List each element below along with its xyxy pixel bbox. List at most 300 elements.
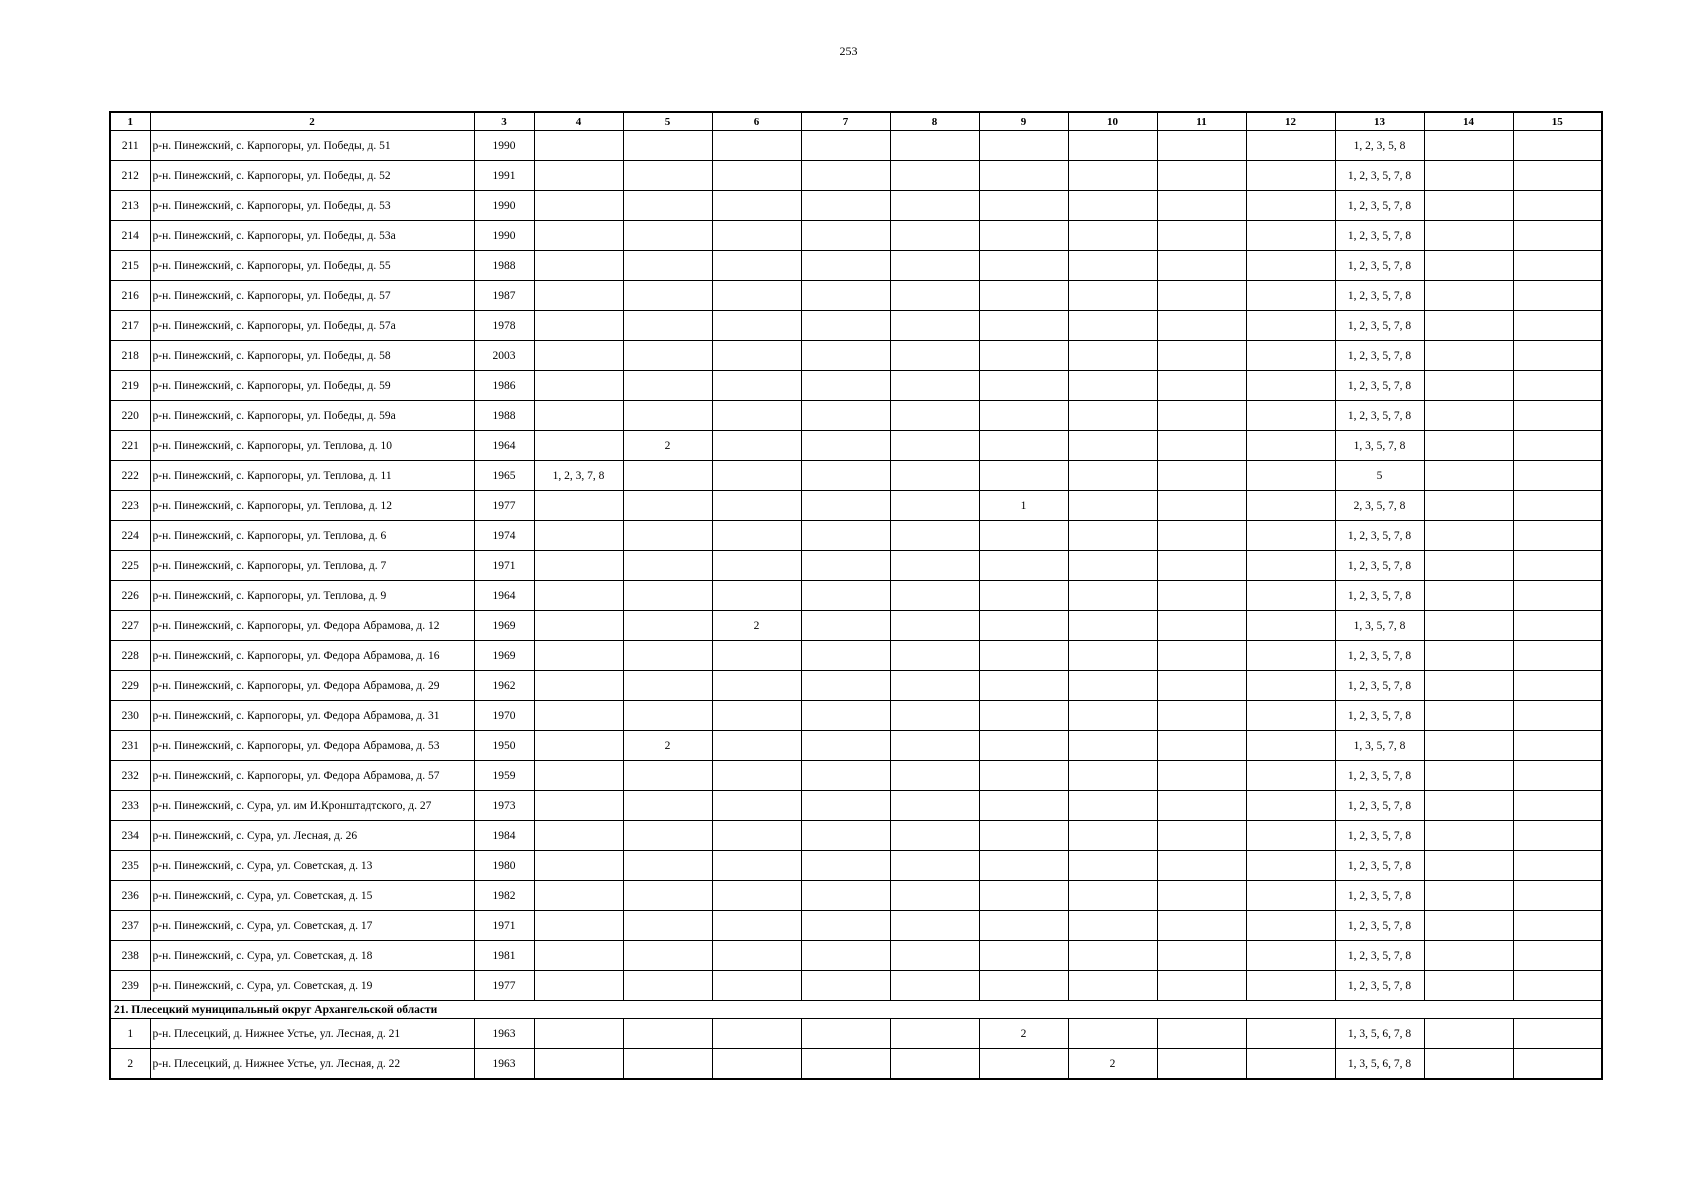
- year-cell: 1970: [474, 701, 534, 731]
- year-cell: 1984: [474, 821, 534, 851]
- col9-cell: [979, 761, 1068, 791]
- col5-cell: [623, 971, 712, 1001]
- address-cell: р-н. Пинежский, с. Карпогоры, ул. Теплова, д. 10: [150, 431, 474, 461]
- col4-cell: [534, 401, 623, 431]
- col10-cell: [1068, 671, 1157, 701]
- address-cell: р-н. Пинежский, с. Сура, ул. Советская, д. 19: [150, 971, 474, 1001]
- table-row: [110, 911, 1602, 941]
- col13-cell: 1, 2, 3, 5, 7, 8: [1335, 341, 1424, 371]
- col14-cell: [1424, 761, 1513, 791]
- col10-cell: [1068, 191, 1157, 221]
- col4-cell: [534, 911, 623, 941]
- col9-cell: [979, 671, 1068, 701]
- col4-cell: [534, 371, 623, 401]
- col7-cell: [801, 161, 890, 191]
- col14-cell: [1424, 161, 1513, 191]
- col6-cell: [712, 311, 801, 341]
- col14-cell: [1424, 911, 1513, 941]
- year-cell: 1978: [474, 311, 534, 341]
- col6-cell: [712, 221, 801, 251]
- address-cell: р-н. Плесецкий, д. Нижнее Устье, ул. Лесная, д. 21: [150, 1019, 474, 1049]
- column-header: 1: [110, 112, 150, 131]
- col4-cell: [534, 701, 623, 731]
- col8-cell: [890, 281, 979, 311]
- col11-cell: [1157, 221, 1246, 251]
- col15-cell: [1513, 1019, 1602, 1049]
- table-row: [110, 431, 1602, 461]
- table-row: [110, 341, 1602, 371]
- col10-cell: [1068, 431, 1157, 461]
- col14-cell: [1424, 731, 1513, 761]
- col5-cell: [623, 521, 712, 551]
- col15-cell: [1513, 581, 1602, 611]
- col12-cell: [1246, 851, 1335, 881]
- col15-cell: [1513, 401, 1602, 431]
- col7-cell: [801, 521, 890, 551]
- table-row: [110, 191, 1602, 221]
- year-cell: 1969: [474, 611, 534, 641]
- col8-cell: [890, 1019, 979, 1049]
- col13-cell: 1, 2, 3, 5, 7, 8: [1335, 221, 1424, 251]
- col15-cell: [1513, 641, 1602, 671]
- col13-cell: 1, 2, 3, 5, 7, 8: [1335, 821, 1424, 851]
- address-cell: р-н. Пинежский, с. Карпогоры, ул. Федора Абрамова, д. 16: [150, 641, 474, 671]
- col5-cell: [623, 911, 712, 941]
- col9-cell: [979, 311, 1068, 341]
- col4-cell: [534, 791, 623, 821]
- col4-cell: [534, 191, 623, 221]
- col9-cell: [979, 221, 1068, 251]
- col9-cell: [979, 521, 1068, 551]
- col14-cell: [1424, 701, 1513, 731]
- address-cell: р-н. Пинежский, с. Сура, ул. Лесная, д. 26: [150, 821, 474, 851]
- col11-cell: [1157, 821, 1246, 851]
- col14-cell: [1424, 941, 1513, 971]
- col6-cell: [712, 251, 801, 281]
- col15-cell: [1513, 701, 1602, 731]
- col5-cell: [623, 1019, 712, 1049]
- col11-cell: [1157, 551, 1246, 581]
- row-number: 231: [110, 731, 150, 761]
- table-row: [110, 371, 1602, 401]
- col10-cell: [1068, 131, 1157, 161]
- col5-cell: [623, 851, 712, 881]
- col6-cell: [712, 731, 801, 761]
- row-number: 238: [110, 941, 150, 971]
- col12-cell: [1246, 401, 1335, 431]
- col11-cell: [1157, 341, 1246, 371]
- row-number: 235: [110, 851, 150, 881]
- col4-cell: [534, 731, 623, 761]
- address-cell: р-н. Пинежский, с. Сура, ул. им И.Кронштадтского, д. 27: [150, 791, 474, 821]
- col10-cell: [1068, 581, 1157, 611]
- header-row: [110, 112, 1602, 131]
- col14-cell: [1424, 581, 1513, 611]
- col7-cell: [801, 401, 890, 431]
- col7-cell: [801, 971, 890, 1001]
- col9-cell: [979, 461, 1068, 491]
- col5-cell: [623, 371, 712, 401]
- col11-cell: [1157, 1049, 1246, 1080]
- col8-cell: [890, 731, 979, 761]
- col11-cell: [1157, 671, 1246, 701]
- col7-cell: [801, 551, 890, 581]
- col10-cell: [1068, 701, 1157, 731]
- year-cell: 1962: [474, 671, 534, 701]
- address-cell: р-н. Пинежский, с. Сура, ул. Советская, д. 15: [150, 881, 474, 911]
- col5-cell: [623, 131, 712, 161]
- table-row: [110, 551, 1602, 581]
- col5-cell: [623, 491, 712, 521]
- col6-cell: [712, 191, 801, 221]
- col9-cell: [979, 911, 1068, 941]
- year-cell: 1964: [474, 581, 534, 611]
- address-cell: р-н. Пинежский, с. Карпогоры, ул. Победы, д. 57а: [150, 311, 474, 341]
- col5-cell: [623, 311, 712, 341]
- col8-cell: [890, 131, 979, 161]
- col14-cell: [1424, 371, 1513, 401]
- col14-cell: [1424, 1019, 1513, 1049]
- col4-cell: [534, 221, 623, 251]
- col13-cell: 1, 2, 3, 5, 7, 8: [1335, 941, 1424, 971]
- col7-cell: [801, 131, 890, 161]
- col12-cell: [1246, 251, 1335, 281]
- col4-cell: [534, 881, 623, 911]
- col4-cell: [534, 1019, 623, 1049]
- col14-cell: [1424, 881, 1513, 911]
- col7-cell: [801, 911, 890, 941]
- col10-cell: [1068, 641, 1157, 671]
- col9-cell: [979, 611, 1068, 641]
- col12-cell: [1246, 911, 1335, 941]
- year-cell: 1990: [474, 191, 534, 221]
- col13-cell: 1, 2, 3, 5, 7, 8: [1335, 281, 1424, 311]
- page-number: 253: [839, 44, 858, 58]
- col6-cell: [712, 821, 801, 851]
- col14-cell: [1424, 821, 1513, 851]
- col11-cell: [1157, 881, 1246, 911]
- col12-cell: [1246, 641, 1335, 671]
- col11-cell: [1157, 281, 1246, 311]
- col13-cell: 1, 2, 3, 5, 7, 8: [1335, 851, 1424, 881]
- col12-cell: [1246, 461, 1335, 491]
- col4-cell: [534, 131, 623, 161]
- col6-cell: [712, 431, 801, 461]
- col10-cell: [1068, 401, 1157, 431]
- col4-cell: [534, 1049, 623, 1080]
- col8-cell: [890, 821, 979, 851]
- col14-cell: [1424, 791, 1513, 821]
- col11-cell: [1157, 701, 1246, 731]
- col6-cell: [712, 281, 801, 311]
- col14-cell: [1424, 281, 1513, 311]
- col15-cell: [1513, 521, 1602, 551]
- col5-cell: [623, 341, 712, 371]
- col14-cell: [1424, 671, 1513, 701]
- col9-cell: 2: [979, 1019, 1068, 1049]
- col14-cell: [1424, 461, 1513, 491]
- row-number: 232: [110, 761, 150, 791]
- year-cell: 1971: [474, 911, 534, 941]
- col11-cell: [1157, 431, 1246, 461]
- col8-cell: [890, 881, 979, 911]
- col12-cell: [1246, 701, 1335, 731]
- col6-cell: 2: [712, 611, 801, 641]
- col13-cell: 1, 2, 3, 5, 8: [1335, 131, 1424, 161]
- year-cell: 1981: [474, 941, 534, 971]
- col4-cell: [534, 941, 623, 971]
- col11-cell: [1157, 311, 1246, 341]
- col9-cell: [979, 131, 1068, 161]
- col6-cell: [712, 371, 801, 401]
- col7-cell: [801, 641, 890, 671]
- col12-cell: [1246, 221, 1335, 251]
- col12-cell: [1246, 1019, 1335, 1049]
- col14-cell: [1424, 221, 1513, 251]
- table-row: [110, 791, 1602, 821]
- row-number: 217: [110, 311, 150, 341]
- address-cell: р-н. Пинежский, с. Карпогоры, ул. Победы, д. 51: [150, 131, 474, 161]
- col5-cell: [623, 551, 712, 581]
- col4-cell: [534, 521, 623, 551]
- address-cell: р-н. Пинежский, с. Карпогоры, ул. Победы, д. 59а: [150, 401, 474, 431]
- col4-cell: [534, 641, 623, 671]
- col8-cell: [890, 191, 979, 221]
- row-number: 224: [110, 521, 150, 551]
- col6-cell: [712, 1049, 801, 1080]
- col4-cell: [534, 161, 623, 191]
- row-number: 237: [110, 911, 150, 941]
- col11-cell: [1157, 491, 1246, 521]
- col7-cell: [801, 761, 890, 791]
- col12-cell: [1246, 971, 1335, 1001]
- col15-cell: [1513, 161, 1602, 191]
- col10-cell: 2: [1068, 1049, 1157, 1080]
- col12-cell: [1246, 341, 1335, 371]
- col7-cell: [801, 821, 890, 851]
- col10-cell: [1068, 221, 1157, 251]
- address-cell: р-н. Пинежский, с. Сура, ул. Советская, д. 18: [150, 941, 474, 971]
- table-row: [110, 971, 1602, 1001]
- row-number: 239: [110, 971, 150, 1001]
- col8-cell: [890, 941, 979, 971]
- table-row: [110, 581, 1602, 611]
- row-number: 223: [110, 491, 150, 521]
- col5-cell: [623, 881, 712, 911]
- row-number: 226: [110, 581, 150, 611]
- table-row: [110, 731, 1602, 761]
- column-header: 3: [474, 112, 534, 131]
- col14-cell: [1424, 431, 1513, 461]
- col11-cell: [1157, 191, 1246, 221]
- col5-cell: [623, 701, 712, 731]
- col6-cell: [712, 341, 801, 371]
- col5-cell: [623, 611, 712, 641]
- register-table: [109, 111, 1603, 1080]
- col9-cell: [979, 581, 1068, 611]
- address-cell: р-н. Пинежский, с. Карпогоры, ул. Теплова, д. 7: [150, 551, 474, 581]
- col9-cell: [979, 881, 1068, 911]
- col5-cell: 2: [623, 431, 712, 461]
- col7-cell: [801, 251, 890, 281]
- address-cell: р-н. Пинежский, с. Карпогоры, ул. Победы, д. 58: [150, 341, 474, 371]
- address-cell: р-н. Пинежский, с. Карпогоры, ул. Победы, д. 52: [150, 161, 474, 191]
- col7-cell: [801, 851, 890, 881]
- year-cell: 1988: [474, 251, 534, 281]
- col12-cell: [1246, 881, 1335, 911]
- row-number: 225: [110, 551, 150, 581]
- col14-cell: [1424, 401, 1513, 431]
- col6-cell: [712, 911, 801, 941]
- year-cell: 1959: [474, 761, 534, 791]
- address-cell: р-н. Пинежский, с. Карпогоры, ул. Победы, д. 59: [150, 371, 474, 401]
- col7-cell: [801, 1049, 890, 1080]
- col7-cell: [801, 341, 890, 371]
- row-number: 236: [110, 881, 150, 911]
- col7-cell: [801, 431, 890, 461]
- col10-cell: [1068, 971, 1157, 1001]
- year-cell: 1974: [474, 521, 534, 551]
- col8-cell: [890, 521, 979, 551]
- col9-cell: [979, 551, 1068, 581]
- col15-cell: [1513, 671, 1602, 701]
- column-header: 2: [150, 112, 474, 131]
- col15-cell: [1513, 341, 1602, 371]
- table-row: [110, 611, 1602, 641]
- col9-cell: [979, 851, 1068, 881]
- col14-cell: [1424, 251, 1513, 281]
- col15-cell: [1513, 221, 1602, 251]
- col10-cell: [1068, 911, 1157, 941]
- col12-cell: [1246, 671, 1335, 701]
- col4-cell: [534, 851, 623, 881]
- year-cell: 1980: [474, 851, 534, 881]
- col4-cell: [534, 281, 623, 311]
- col8-cell: [890, 161, 979, 191]
- year-cell: 1991: [474, 161, 534, 191]
- col13-cell: 1, 2, 3, 5, 7, 8: [1335, 761, 1424, 791]
- table-row: [110, 251, 1602, 281]
- table-row: [110, 821, 1602, 851]
- col10-cell: [1068, 851, 1157, 881]
- address-cell: р-н. Пинежский, с. Карпогоры, ул. Федора Абрамова, д. 12: [150, 611, 474, 641]
- col6-cell: [712, 851, 801, 881]
- row-number: 214: [110, 221, 150, 251]
- col11-cell: [1157, 971, 1246, 1001]
- col12-cell: [1246, 821, 1335, 851]
- col13-cell: 5: [1335, 461, 1424, 491]
- col13-cell: 1, 2, 3, 5, 7, 8: [1335, 971, 1424, 1001]
- col13-cell: 1, 2, 3, 5, 7, 8: [1335, 251, 1424, 281]
- column-header: 12: [1246, 112, 1335, 131]
- col14-cell: [1424, 191, 1513, 221]
- col10-cell: [1068, 311, 1157, 341]
- year-cell: 2003: [474, 341, 534, 371]
- col9-cell: [979, 731, 1068, 761]
- col11-cell: [1157, 1019, 1246, 1049]
- col14-cell: [1424, 1049, 1513, 1080]
- col14-cell: [1424, 851, 1513, 881]
- address-cell: р-н. Пинежский, с. Карпогоры, ул. Победы, д. 55: [150, 251, 474, 281]
- table-row: [110, 221, 1602, 251]
- col5-cell: [623, 791, 712, 821]
- col9-cell: [979, 941, 1068, 971]
- col5-cell: 2: [623, 731, 712, 761]
- col10-cell: [1068, 161, 1157, 191]
- col12-cell: [1246, 761, 1335, 791]
- col12-cell: [1246, 551, 1335, 581]
- section-title: 21. Плесецкий муниципальный округ Архангельской области: [110, 1001, 1602, 1019]
- col13-cell: 1, 3, 5, 6, 7, 8: [1335, 1049, 1424, 1080]
- col9-cell: [979, 641, 1068, 671]
- col12-cell: [1246, 281, 1335, 311]
- col11-cell: [1157, 461, 1246, 491]
- col9-cell: [979, 791, 1068, 821]
- col4-cell: [534, 431, 623, 461]
- column-header: 11: [1157, 112, 1246, 131]
- col15-cell: [1513, 941, 1602, 971]
- year-cell: 1963: [474, 1049, 534, 1080]
- address-cell: р-н. Пинежский, с. Карпогоры, ул. Федора Абрамова, д. 53: [150, 731, 474, 761]
- col8-cell: [890, 701, 979, 731]
- col15-cell: [1513, 971, 1602, 1001]
- col5-cell: [623, 461, 712, 491]
- col9-cell: 1: [979, 491, 1068, 521]
- col14-cell: [1424, 611, 1513, 641]
- col15-cell: [1513, 371, 1602, 401]
- col12-cell: [1246, 1049, 1335, 1080]
- col11-cell: [1157, 941, 1246, 971]
- table-row: [110, 401, 1602, 431]
- col10-cell: [1068, 371, 1157, 401]
- col6-cell: [712, 671, 801, 701]
- col7-cell: [801, 221, 890, 251]
- col8-cell: [890, 221, 979, 251]
- row-number: 1: [110, 1019, 150, 1049]
- table-row: [110, 1019, 1602, 1049]
- year-cell: 1977: [474, 491, 534, 521]
- year-cell: 1986: [474, 371, 534, 401]
- col15-cell: [1513, 491, 1602, 521]
- year-cell: 1963: [474, 1019, 534, 1049]
- col8-cell: [890, 581, 979, 611]
- column-header: 6: [712, 112, 801, 131]
- table-row: [110, 461, 1602, 491]
- col5-cell: [623, 1049, 712, 1080]
- address-cell: р-н. Пинежский, с. Карпогоры, ул. Теплова, д. 9: [150, 581, 474, 611]
- col8-cell: [890, 971, 979, 1001]
- col6-cell: [712, 581, 801, 611]
- col5-cell: [623, 281, 712, 311]
- col6-cell: [712, 551, 801, 581]
- col6-cell: [712, 161, 801, 191]
- col7-cell: [801, 581, 890, 611]
- col11-cell: [1157, 611, 1246, 641]
- col9-cell: [979, 821, 1068, 851]
- col8-cell: [890, 761, 979, 791]
- row-number: 227: [110, 611, 150, 641]
- col15-cell: [1513, 281, 1602, 311]
- col13-cell: 1, 2, 3, 5, 7, 8: [1335, 641, 1424, 671]
- address-cell: р-н. Пинежский, с. Карпогоры, ул. Федора Абрамова, д. 29: [150, 671, 474, 701]
- column-header: 9: [979, 112, 1068, 131]
- table-row: [110, 761, 1602, 791]
- col15-cell: [1513, 791, 1602, 821]
- col9-cell: [979, 431, 1068, 461]
- col15-cell: [1513, 131, 1602, 161]
- col12-cell: [1246, 941, 1335, 971]
- year-cell: 1950: [474, 731, 534, 761]
